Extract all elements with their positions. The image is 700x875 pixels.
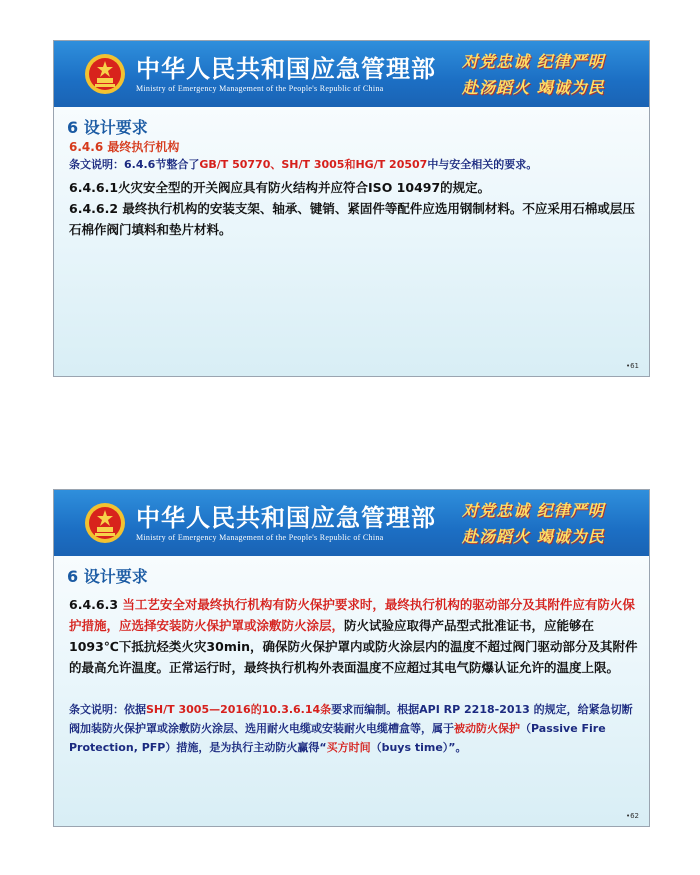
clause-6-4-6-3 (69, 594, 639, 678)
note-highlight: GB/T 50770、SH/T 3005和HG/T 20507 (199, 158, 428, 171)
ministry-banner (54, 41, 649, 107)
note-highlight: 被动防火保护 (454, 722, 520, 735)
slide-62 (53, 489, 650, 827)
subsection-title: 6.4.6 最终执行机构 (69, 140, 180, 154)
clause-note (69, 700, 639, 757)
section-title: 6 设计要求 (67, 567, 148, 586)
page-number: •62 (625, 812, 639, 820)
ministry-name-en: Ministry of Emergency Management of the People's Republic of China (136, 84, 384, 93)
note-text: 依据 (124, 703, 146, 716)
clause-6-4-6-2: 6.4.6.2 最终执行机构的安装支架、轴承、键销、紧固件等配件应选用钢制材料。不应采用石棉或层压石棉作阀门填料和垫片材料。 (69, 201, 635, 237)
note-text: 执行主动防火赢得“ (231, 741, 327, 754)
slogan-line-2: 赴汤蹈火 竭诚为民 (462, 78, 605, 97)
note-highlight: SH/T 3005—2016的10.3.6.14条 (146, 703, 332, 716)
ministry-name-cn: 中华人民共和国应急管理部 (136, 504, 436, 532)
slide-61 (53, 40, 650, 377)
ministry-name-cn: 中华人民共和国应急管理部 (136, 55, 436, 83)
slogan-line-2: 赴汤蹈火 竭诚为民 (462, 527, 605, 546)
page-number: •61 (625, 362, 639, 370)
note-label: 条文说明： (69, 158, 124, 171)
note-label: 条文说明： (69, 703, 124, 716)
clause-text: 防火试验应取得产品型式批准证书，应能够在1093℃下抵抗烃类火灾30min，确保防火保护罩内或防火涂层内的温度不超过阀门驱动部分及其附件的最高允许温度。正常运行时，最终执行机构外表面温度不应超过其电气防爆认证允许的温度上限。 (69, 618, 638, 675)
ministry-name-en: Ministry of Emergency Management of the People's Republic of China (136, 533, 384, 542)
slogan-line-1: 对党忠诚 纪律严明 (462, 52, 605, 71)
note-text: （Passive Fire Protection, PFP）措施，是为 (69, 722, 606, 754)
ministry-banner (54, 490, 649, 556)
note-text: 6.4.6节整合了 (124, 158, 200, 171)
national-emblem-icon (84, 502, 126, 544)
national-emblem-icon (84, 53, 126, 95)
note-text: 要求而编制。根据API RP 2218-2013 的规定，给紧急切断阀加装防火保护罩或涂敷防火涂层、选用耐火电缆或安装耐火电缆槽盒等，属于 (69, 703, 633, 735)
note-text: 中与安全相关的要求。 (427, 158, 538, 171)
note-highlight: 买方时间 (326, 741, 371, 754)
slogan-line-1: 对党忠诚 纪律严明 (462, 501, 605, 520)
clause-note (69, 156, 639, 174)
clause-number: 6.4.6.3 (69, 597, 123, 612)
note-text: （buys time）”。 (370, 741, 467, 754)
section-title: 6 设计要求 (67, 118, 148, 137)
clause-6-4-6-1: 6.4.6.1火灾安全型的开关阀应具有防火结构并应符合ISO 10497的规定。 (69, 180, 491, 195)
clause-highlight: 当工艺安全对最终执行机构有防火保护要求时，最终执行机构的驱动部分及其附件应有防火保护措施，应选择安装防火保护罩或涂敷防火涂层， (69, 597, 635, 633)
